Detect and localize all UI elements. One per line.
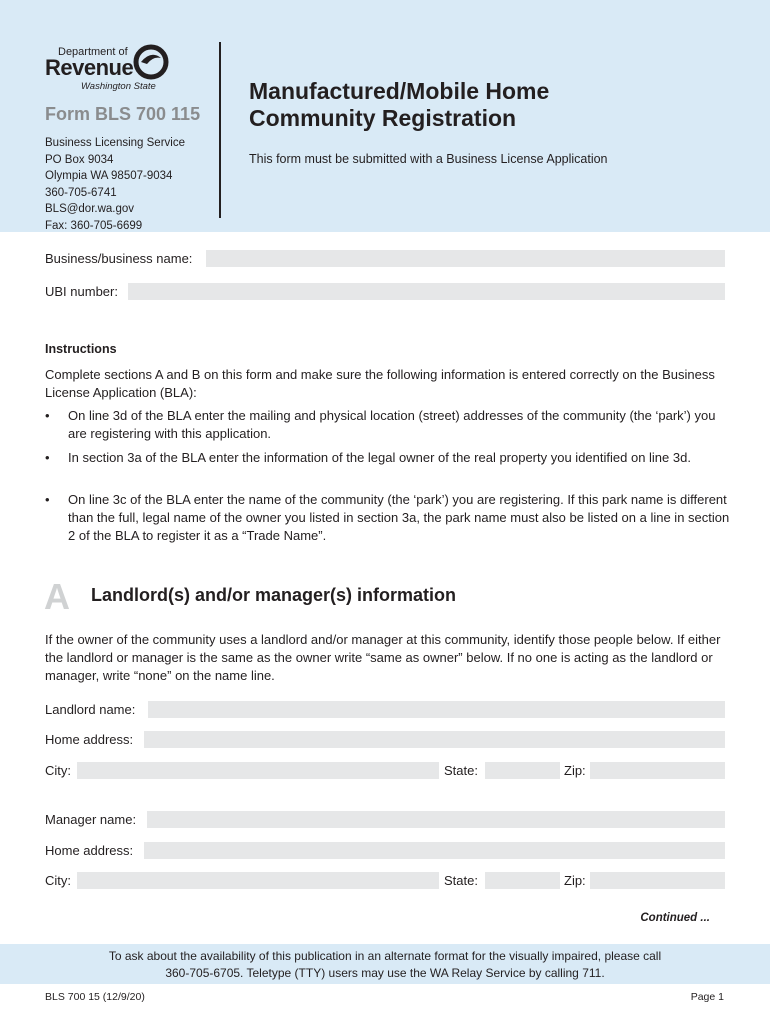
logo-name: Revenue (45, 55, 134, 80)
landlord-address-row (45, 731, 725, 749)
landlord-zip-label: Zip: (564, 763, 586, 778)
manager-name-field[interactable] (147, 811, 725, 828)
address-line: BLS@dor.wa.gov (45, 203, 135, 215)
manager-state-field[interactable] (485, 872, 560, 889)
manager-address-field[interactable] (144, 842, 725, 859)
accessibility-notice (0, 944, 770, 984)
instructions-heading: Instructions (45, 342, 117, 356)
instructions-intro: Complete sections A and B on this form and make sure the following information is entered correctly on the Business License Application (BLA): (45, 367, 715, 400)
landlord-address-label: Home address: (45, 732, 134, 747)
agency-address (45, 135, 185, 234)
manager-zip-label: Zip: (564, 873, 586, 888)
form-id: Form BLS 700 115 (45, 104, 201, 124)
bullet-text: On line 3c of the BLA enter the name of the community (the ‘park’) you are registering. If this park name is different than the full, legal name of the owner you listed in section 3a, the park name must also be listed on a line in section 2 of the BLA to register it as a “Trade Name”. (68, 492, 730, 543)
landlord-name-field[interactable] (148, 701, 725, 718)
address-line: Olympia WA 98507-9034 (45, 170, 173, 182)
logo-state: Washington State (81, 81, 156, 92)
landlord-city-label: City: (45, 763, 71, 778)
page-number: Page 1 (690, 991, 724, 1003)
landlord-address-field[interactable] (144, 731, 725, 748)
header-divider (219, 42, 221, 218)
bullet-text: On line 3d of the BLA enter the mailing and physical location (street) addresses of the community (the ‘park’) you are registering with this application. (68, 408, 716, 441)
title-line: Community Registration (249, 105, 517, 131)
manager-state-label: State: (444, 873, 478, 888)
section-a-letter: A (44, 576, 70, 617)
business-name-label: Business/business name: (45, 251, 193, 266)
page-subtitle: This form must be submitted with a Business License Application (249, 152, 608, 166)
document-number: BLS 700 15 (12/9/20) (45, 991, 145, 1003)
page-title (249, 78, 549, 132)
landlord-name-row (45, 701, 725, 719)
business-name-row (45, 250, 725, 268)
accessibility-line: 360-705-6705. Teletype (TTY) users may use the WA Relay Service by calling 711. (165, 966, 605, 980)
manager-address-row (45, 842, 725, 860)
ubi-label: UBI number: (45, 284, 118, 299)
title-line: Manufactured/Mobile Home (249, 78, 550, 104)
landlord-city-field[interactable] (77, 762, 439, 779)
continued-note: Continued ... (640, 912, 710, 924)
manager-city-label: City: (45, 873, 71, 888)
accessibility-line: To ask about the availability of this publication in an alternate format for the visually impaired, please call (108, 949, 662, 963)
landlord-city-row (45, 762, 725, 780)
bullet-mark: • (45, 408, 50, 423)
landlord-state-label: State: (444, 763, 478, 778)
address-line: PO Box 9034 (45, 153, 114, 166)
landlord-name-label: Landlord name: (45, 702, 136, 717)
business-name-field[interactable] (206, 250, 725, 267)
bullet-mark: • (45, 450, 50, 465)
dor-swirl-logo-icon (133, 44, 169, 80)
ubi-number-field[interactable] (128, 283, 725, 300)
address-line: 360-705-6741 (45, 186, 117, 199)
manager-address-label: Home address: (45, 843, 134, 858)
bullet-mark: • (45, 492, 50, 507)
address-line: Business Licensing Service (45, 137, 185, 149)
manager-name-label: Manager name: (45, 812, 137, 827)
section-a-description: If the owner of the community uses a landlord and/or manager at this community, identify those people below. If either the landlord or manager is the same as the owner write “same as owner” below. If no one is acting as the landlord or manager, write “none” on the name line. (45, 632, 721, 683)
landlord-zip-field[interactable] (590, 762, 725, 779)
dor-logo (45, 44, 175, 94)
ubi-row (45, 283, 725, 301)
section-a-title: Landlord(s) and/or manager(s) information (91, 585, 457, 605)
address-line: Fax: 360-705-6699 (45, 219, 143, 232)
manager-zip-field[interactable] (590, 872, 725, 889)
bullet-text: In section 3a of the BLA enter the information of the legal owner of the real property you identified on line 3d. (68, 450, 691, 465)
logo-department: Department of (58, 46, 128, 58)
manager-city-row (45, 872, 725, 890)
landlord-state-field[interactable] (485, 762, 560, 779)
manager-city-field[interactable] (77, 872, 439, 889)
manager-name-row (45, 811, 725, 829)
